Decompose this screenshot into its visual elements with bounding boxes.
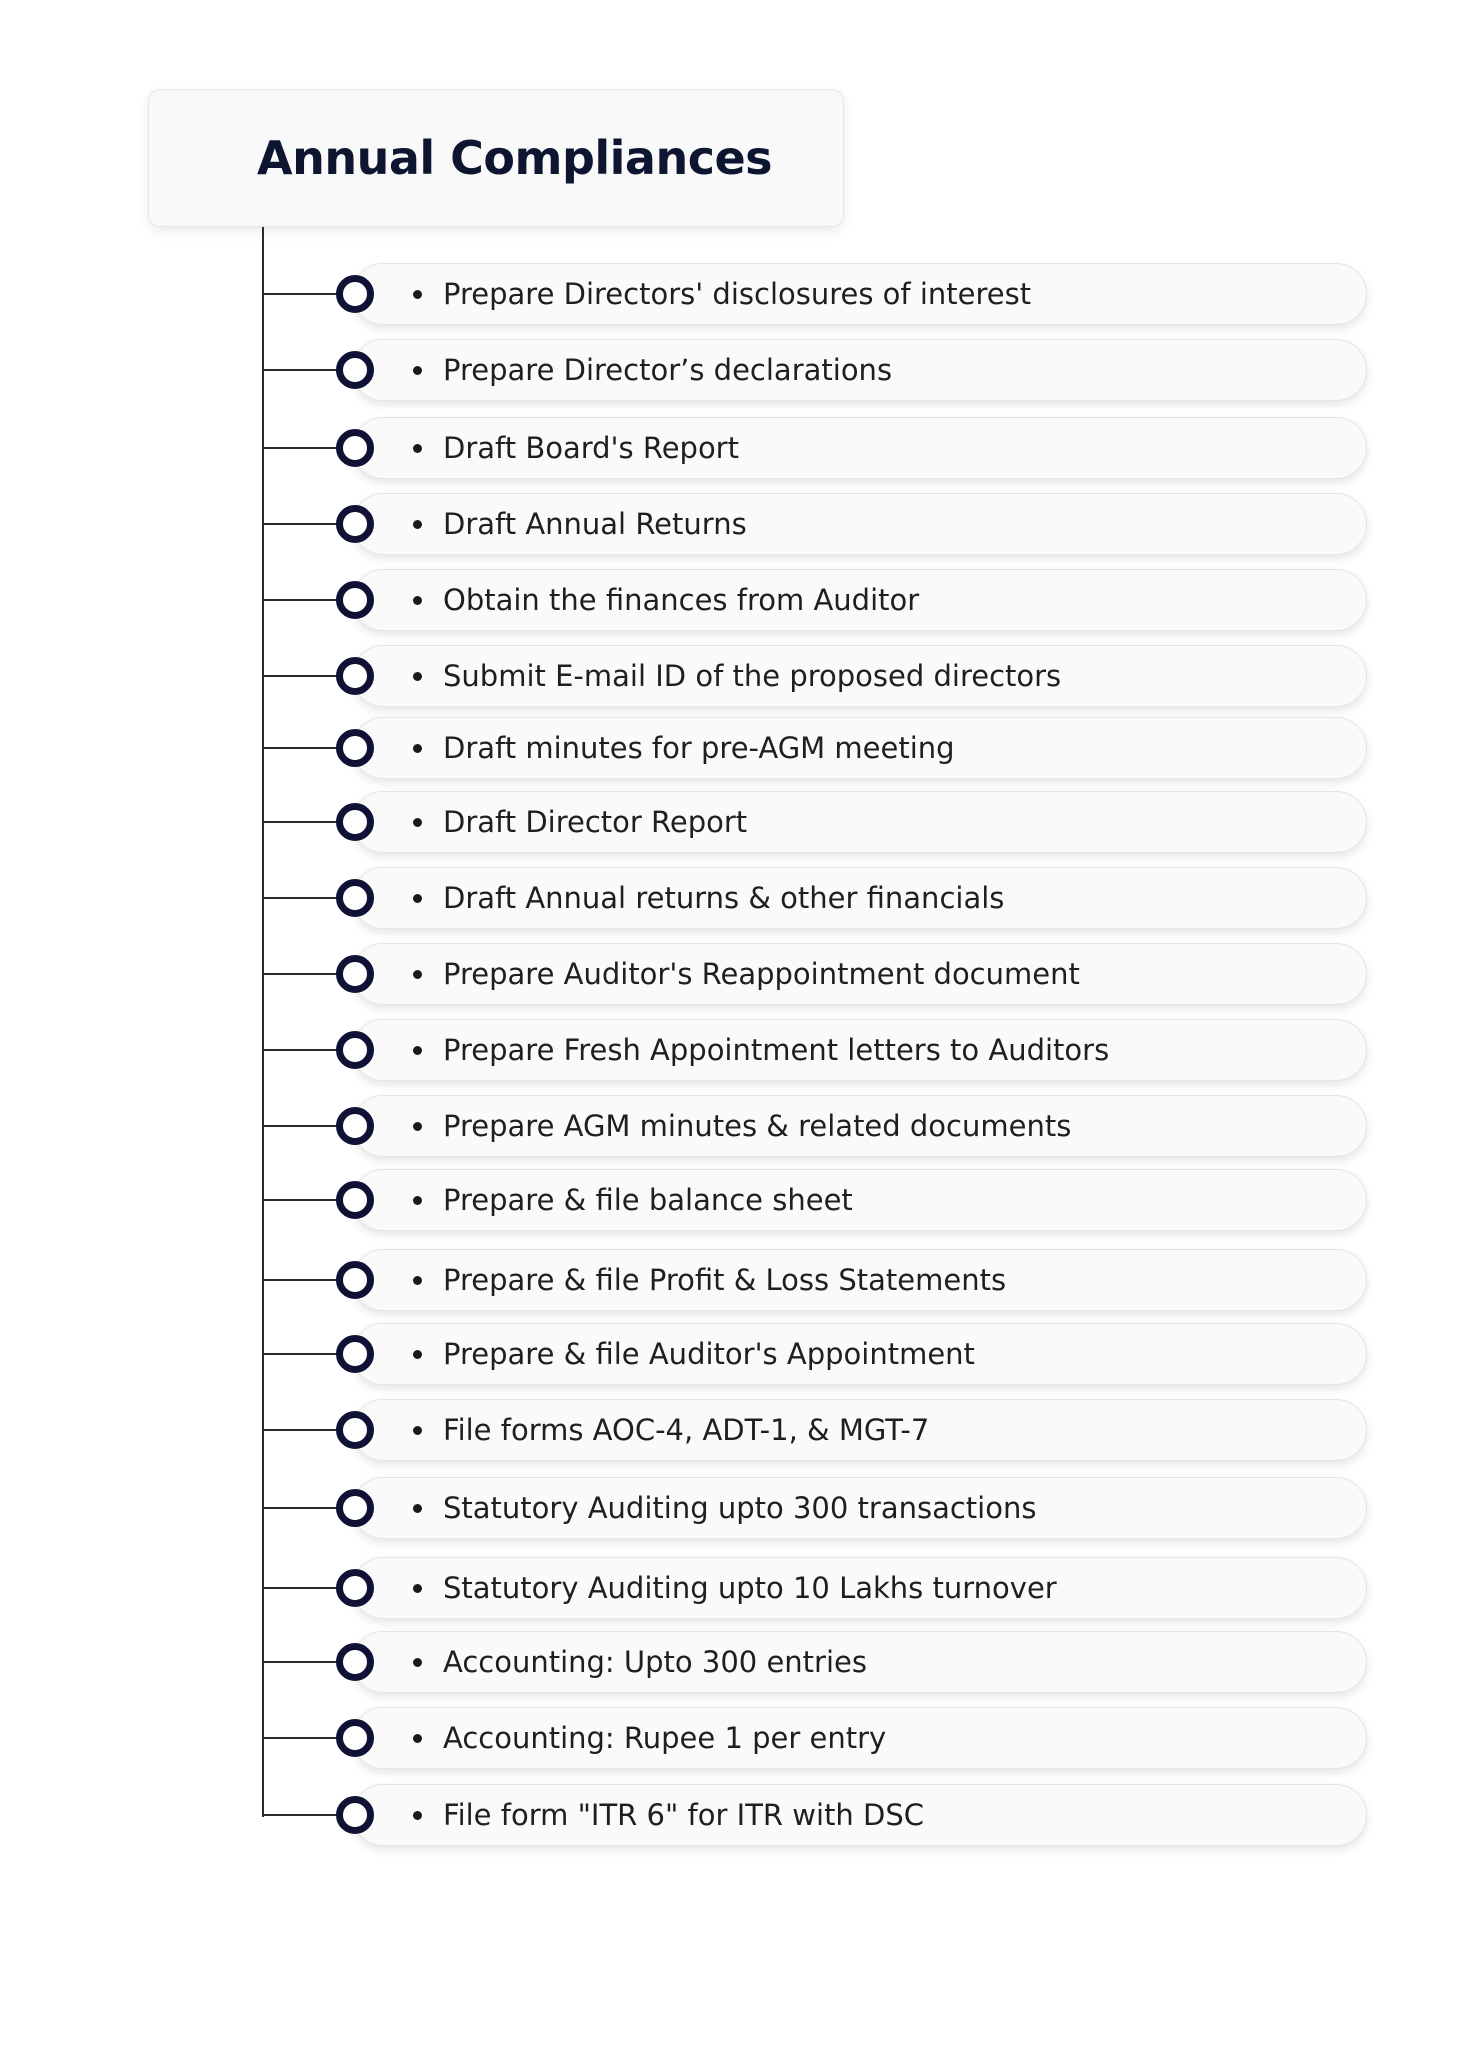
list-item: [352, 1557, 1367, 1619]
ring-node-icon: [336, 1181, 374, 1219]
ring-node-icon: [336, 275, 374, 313]
list-item: [352, 339, 1367, 401]
bullet-dot-icon: [413, 1658, 422, 1667]
branch-connector: [263, 1353, 339, 1355]
ring-node-icon: [336, 505, 374, 543]
ring-node-icon: [336, 351, 374, 389]
bullet-dot-icon: [413, 672, 422, 681]
list-item: [352, 943, 1367, 1005]
bullet-dot-icon: [413, 366, 422, 375]
list-item-label: Statutory Auditing upto 300 transactions: [443, 1491, 1037, 1525]
bullet-dot-icon: [413, 1046, 422, 1055]
list-item: [352, 1019, 1367, 1081]
ring-node-icon: [336, 1261, 374, 1299]
list-item: [352, 1095, 1367, 1157]
list-item-label: Submit E-mail ID of the proposed directors: [443, 659, 1062, 693]
branch-connector: [263, 1279, 339, 1281]
branch-connector: [263, 447, 339, 449]
bullet-dot-icon: [413, 818, 422, 827]
list-item-label: Prepare & file Auditor's Appointment: [443, 1337, 975, 1371]
list-item: [352, 1323, 1367, 1385]
ring-node-icon: [336, 955, 374, 993]
branch-connector: [263, 1507, 339, 1509]
ring-node-icon: [336, 803, 374, 841]
list-item-label: Accounting: Rupee 1 per entry: [443, 1721, 887, 1755]
branch-connector: [263, 1661, 339, 1663]
list-item-label: Accounting: Upto 300 entries: [443, 1645, 867, 1679]
ring-node-icon: [336, 1569, 374, 1607]
ring-node-icon: [336, 1719, 374, 1757]
diagram-title: Annual Compliances: [257, 131, 773, 185]
list-item-label: Draft Annual returns & other financials: [443, 881, 1005, 915]
bullet-dot-icon: [413, 1426, 422, 1435]
list-item-label: Prepare Fresh Appointment letters to Auditors: [443, 1033, 1110, 1067]
list-item-label: File forms AOC-4, ADT-1, & MGT-7: [443, 1413, 930, 1447]
list-item-label: Draft minutes for pre-AGM meeting: [443, 731, 955, 765]
bullet-dot-icon: [413, 894, 422, 903]
ring-node-icon: [336, 1643, 374, 1681]
list-item: [352, 263, 1367, 325]
list-item-label: Prepare Directors' disclosures of interest: [443, 277, 1032, 311]
branch-connector: [263, 973, 339, 975]
bullet-dot-icon: [413, 1122, 422, 1131]
list-item: [352, 645, 1367, 707]
list-item-label: Prepare Auditor's Reappointment document: [443, 957, 1080, 991]
list-item: [352, 1631, 1367, 1693]
ring-node-icon: [336, 879, 374, 917]
branch-connector: [263, 747, 339, 749]
list-item: [352, 569, 1367, 631]
list-item: [352, 1784, 1367, 1846]
bullet-dot-icon: [413, 1276, 422, 1285]
ring-node-icon: [336, 1107, 374, 1145]
ring-node-icon: [336, 657, 374, 695]
bullet-dot-icon: [413, 520, 422, 529]
list-item: [352, 417, 1367, 479]
list-item-label: Prepare & file Profit & Loss Statements: [443, 1263, 1007, 1297]
list-item-label: Statutory Auditing upto 10 Lakhs turnover: [443, 1571, 1057, 1605]
list-item-label: Prepare AGM minutes & related documents: [443, 1109, 1072, 1143]
branch-connector: [263, 1737, 339, 1739]
list-item-label: Draft Director Report: [443, 805, 748, 839]
bullet-dot-icon: [413, 1350, 422, 1359]
branch-connector: [263, 1429, 339, 1431]
bullet-dot-icon: [413, 1196, 422, 1205]
ring-node-icon: [336, 729, 374, 767]
list-item: [352, 867, 1367, 929]
bullet-dot-icon: [413, 444, 422, 453]
list-item: [352, 791, 1367, 853]
bullet-dot-icon: [413, 970, 422, 979]
bullet-dot-icon: [413, 596, 422, 605]
branch-connector: [263, 897, 339, 899]
list-item-label: Obtain the finances from Auditor: [443, 583, 920, 617]
branch-connector: [263, 1587, 339, 1589]
branch-connector: [263, 293, 339, 295]
branch-connector: [263, 1125, 339, 1127]
bullet-dot-icon: [413, 290, 422, 299]
ring-node-icon: [336, 1489, 374, 1527]
ring-node-icon: [336, 1335, 374, 1373]
branch-connector: [263, 369, 339, 371]
bullet-dot-icon: [413, 1811, 422, 1820]
branch-connector: [263, 1199, 339, 1201]
branch-connector: [263, 599, 339, 601]
bullet-dot-icon: [413, 1504, 422, 1513]
list-item: [352, 493, 1367, 555]
branch-connector: [263, 675, 339, 677]
list-item-label: Draft Annual Returns: [443, 507, 747, 541]
branch-connector: [263, 1049, 339, 1051]
branch-connector: [263, 523, 339, 525]
list-item-label: File form "ITR 6" for ITR with DSC: [443, 1798, 925, 1832]
list-item-label: Draft Board's Report: [443, 431, 739, 465]
bullet-dot-icon: [413, 1584, 422, 1593]
list-item: [352, 1399, 1367, 1461]
tree-trunk-line: [262, 227, 264, 1817]
ring-node-icon: [336, 1796, 374, 1834]
list-item: [352, 1169, 1367, 1231]
bullet-dot-icon: [413, 744, 422, 753]
title-box: [148, 89, 844, 227]
list-item: [352, 1477, 1367, 1539]
bullet-dot-icon: [413, 1734, 422, 1743]
list-item: [352, 717, 1367, 779]
ring-node-icon: [336, 429, 374, 467]
ring-node-icon: [336, 1031, 374, 1069]
list-item: [352, 1249, 1367, 1311]
branch-connector: [263, 1814, 339, 1816]
ring-node-icon: [336, 581, 374, 619]
list-item-label: Prepare & file balance sheet: [443, 1183, 853, 1217]
list-item: [352, 1707, 1367, 1769]
ring-node-icon: [336, 1411, 374, 1449]
list-item-label: Prepare Director’s declarations: [443, 353, 893, 387]
branch-connector: [263, 821, 339, 823]
